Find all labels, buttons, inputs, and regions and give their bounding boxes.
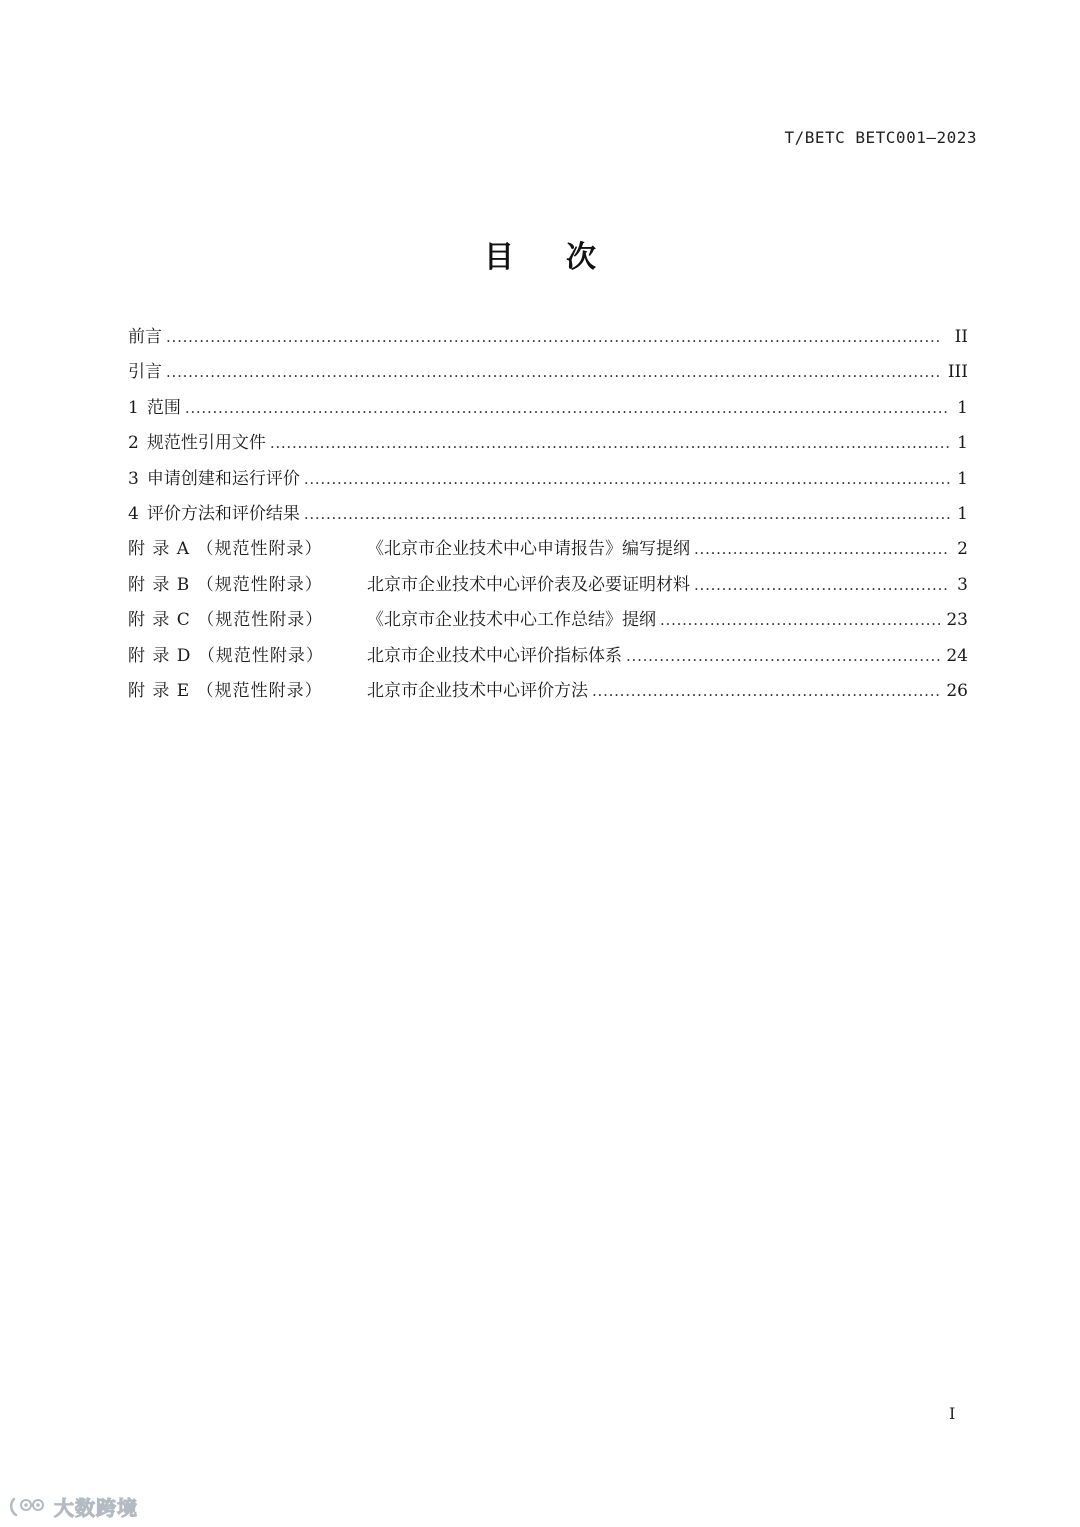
- toc-entry-page: 24: [946, 645, 968, 666]
- toc-entry-label: 规范性引用文件: [146, 433, 266, 454]
- toc-entry-page: 1: [957, 503, 968, 524]
- toc-entry-application-evaluation[interactable]: [128, 464, 968, 499]
- toc-entry-appendix-prefix: 附 录 B （规范性附录）: [128, 574, 323, 595]
- toc-entry-page: 26: [946, 680, 968, 701]
- toc-entry-label: 《北京市企业技术中心申请报告》编写提纲: [367, 539, 690, 560]
- standard-code: T/BETC BETC001—2023: [784, 128, 977, 147]
- toc-entry-appendix-prefix: 附 录 D （规范性附录）: [128, 645, 324, 666]
- dot-leader: [660, 611, 940, 629]
- toc-entry-appendix-a[interactable]: [128, 534, 968, 569]
- watermark: [8, 1492, 138, 1521]
- toc-entry-label: 《北京市企业技术中心工作总结》提纲: [367, 610, 656, 631]
- dot-leader: [694, 576, 950, 594]
- dot-leader: [592, 682, 940, 700]
- toc-entry-label: 北京市企业技术中心评价指标体系: [367, 645, 622, 666]
- toc-entry-label: 前言: [128, 327, 162, 347]
- table-of-contents: [128, 322, 968, 711]
- dot-leader: [694, 540, 950, 558]
- toc-entry-page: 1: [957, 397, 968, 418]
- toc-entry-normative-references[interactable]: [128, 428, 968, 463]
- toc-entry-appendix-prefix: 附 录 A （规范性附录）: [128, 539, 323, 560]
- toc-entry-page: III: [947, 362, 968, 383]
- dot-leader: [270, 434, 950, 452]
- toc-entry-number: 2: [128, 433, 139, 454]
- page-number: I: [949, 1404, 956, 1423]
- toc-entry-page: 2: [957, 539, 968, 560]
- toc-entry-page: 3: [957, 574, 968, 595]
- toc-entry-label: 北京市企业技术中心评价方法: [367, 680, 588, 701]
- dot-leader: [166, 363, 942, 381]
- toc-title: 目次: [484, 240, 648, 275]
- toc-entry-evaluation-method[interactable]: [128, 499, 968, 534]
- toc-entry-foreword[interactable]: [128, 322, 968, 357]
- toc-entry-introduction[interactable]: [128, 357, 968, 392]
- dot-leader: [304, 470, 950, 488]
- dot-leader: [304, 505, 950, 523]
- toc-entry-label: 引言: [128, 362, 162, 383]
- toc-entry-page: 23: [946, 610, 968, 631]
- toc-entry-label: 范围: [146, 397, 181, 418]
- toc-entry-label: 申请创建和运行评价: [146, 468, 300, 489]
- toc-entry-label: 北京市企业技术中心评价表及必要证明材料: [367, 574, 690, 595]
- toc-entry-page: 1: [957, 433, 968, 454]
- toc-entry-number: 3: [128, 468, 139, 489]
- toc-entry-appendix-d[interactable]: [128, 641, 968, 676]
- dot-leader: [185, 399, 950, 417]
- toc-entry-appendix-b[interactable]: [128, 570, 968, 605]
- dot-leader: [166, 328, 949, 346]
- toc-entry-page: II: [954, 327, 968, 347]
- dot-leader: [626, 647, 940, 665]
- toc-entry-scope[interactable]: [128, 393, 968, 428]
- watermark-text: 大数跨境: [54, 1496, 138, 1520]
- brand-logo-icon: [8, 1495, 50, 1519]
- toc-entry-appendix-prefix: 附 录 E （规范性附录）: [128, 680, 323, 701]
- toc-entry-appendix-c[interactable]: [128, 605, 968, 640]
- toc-entry-number: 4: [128, 503, 139, 524]
- toc-entry-appendix-prefix: 附 录 C （规范性附录）: [128, 610, 324, 631]
- toc-entry-appendix-e[interactable]: [128, 676, 968, 711]
- toc-entry-number: 1: [128, 397, 139, 418]
- toc-entry-label: 评价方法和评价结果: [146, 503, 300, 524]
- toc-entry-page: 1: [957, 468, 968, 489]
